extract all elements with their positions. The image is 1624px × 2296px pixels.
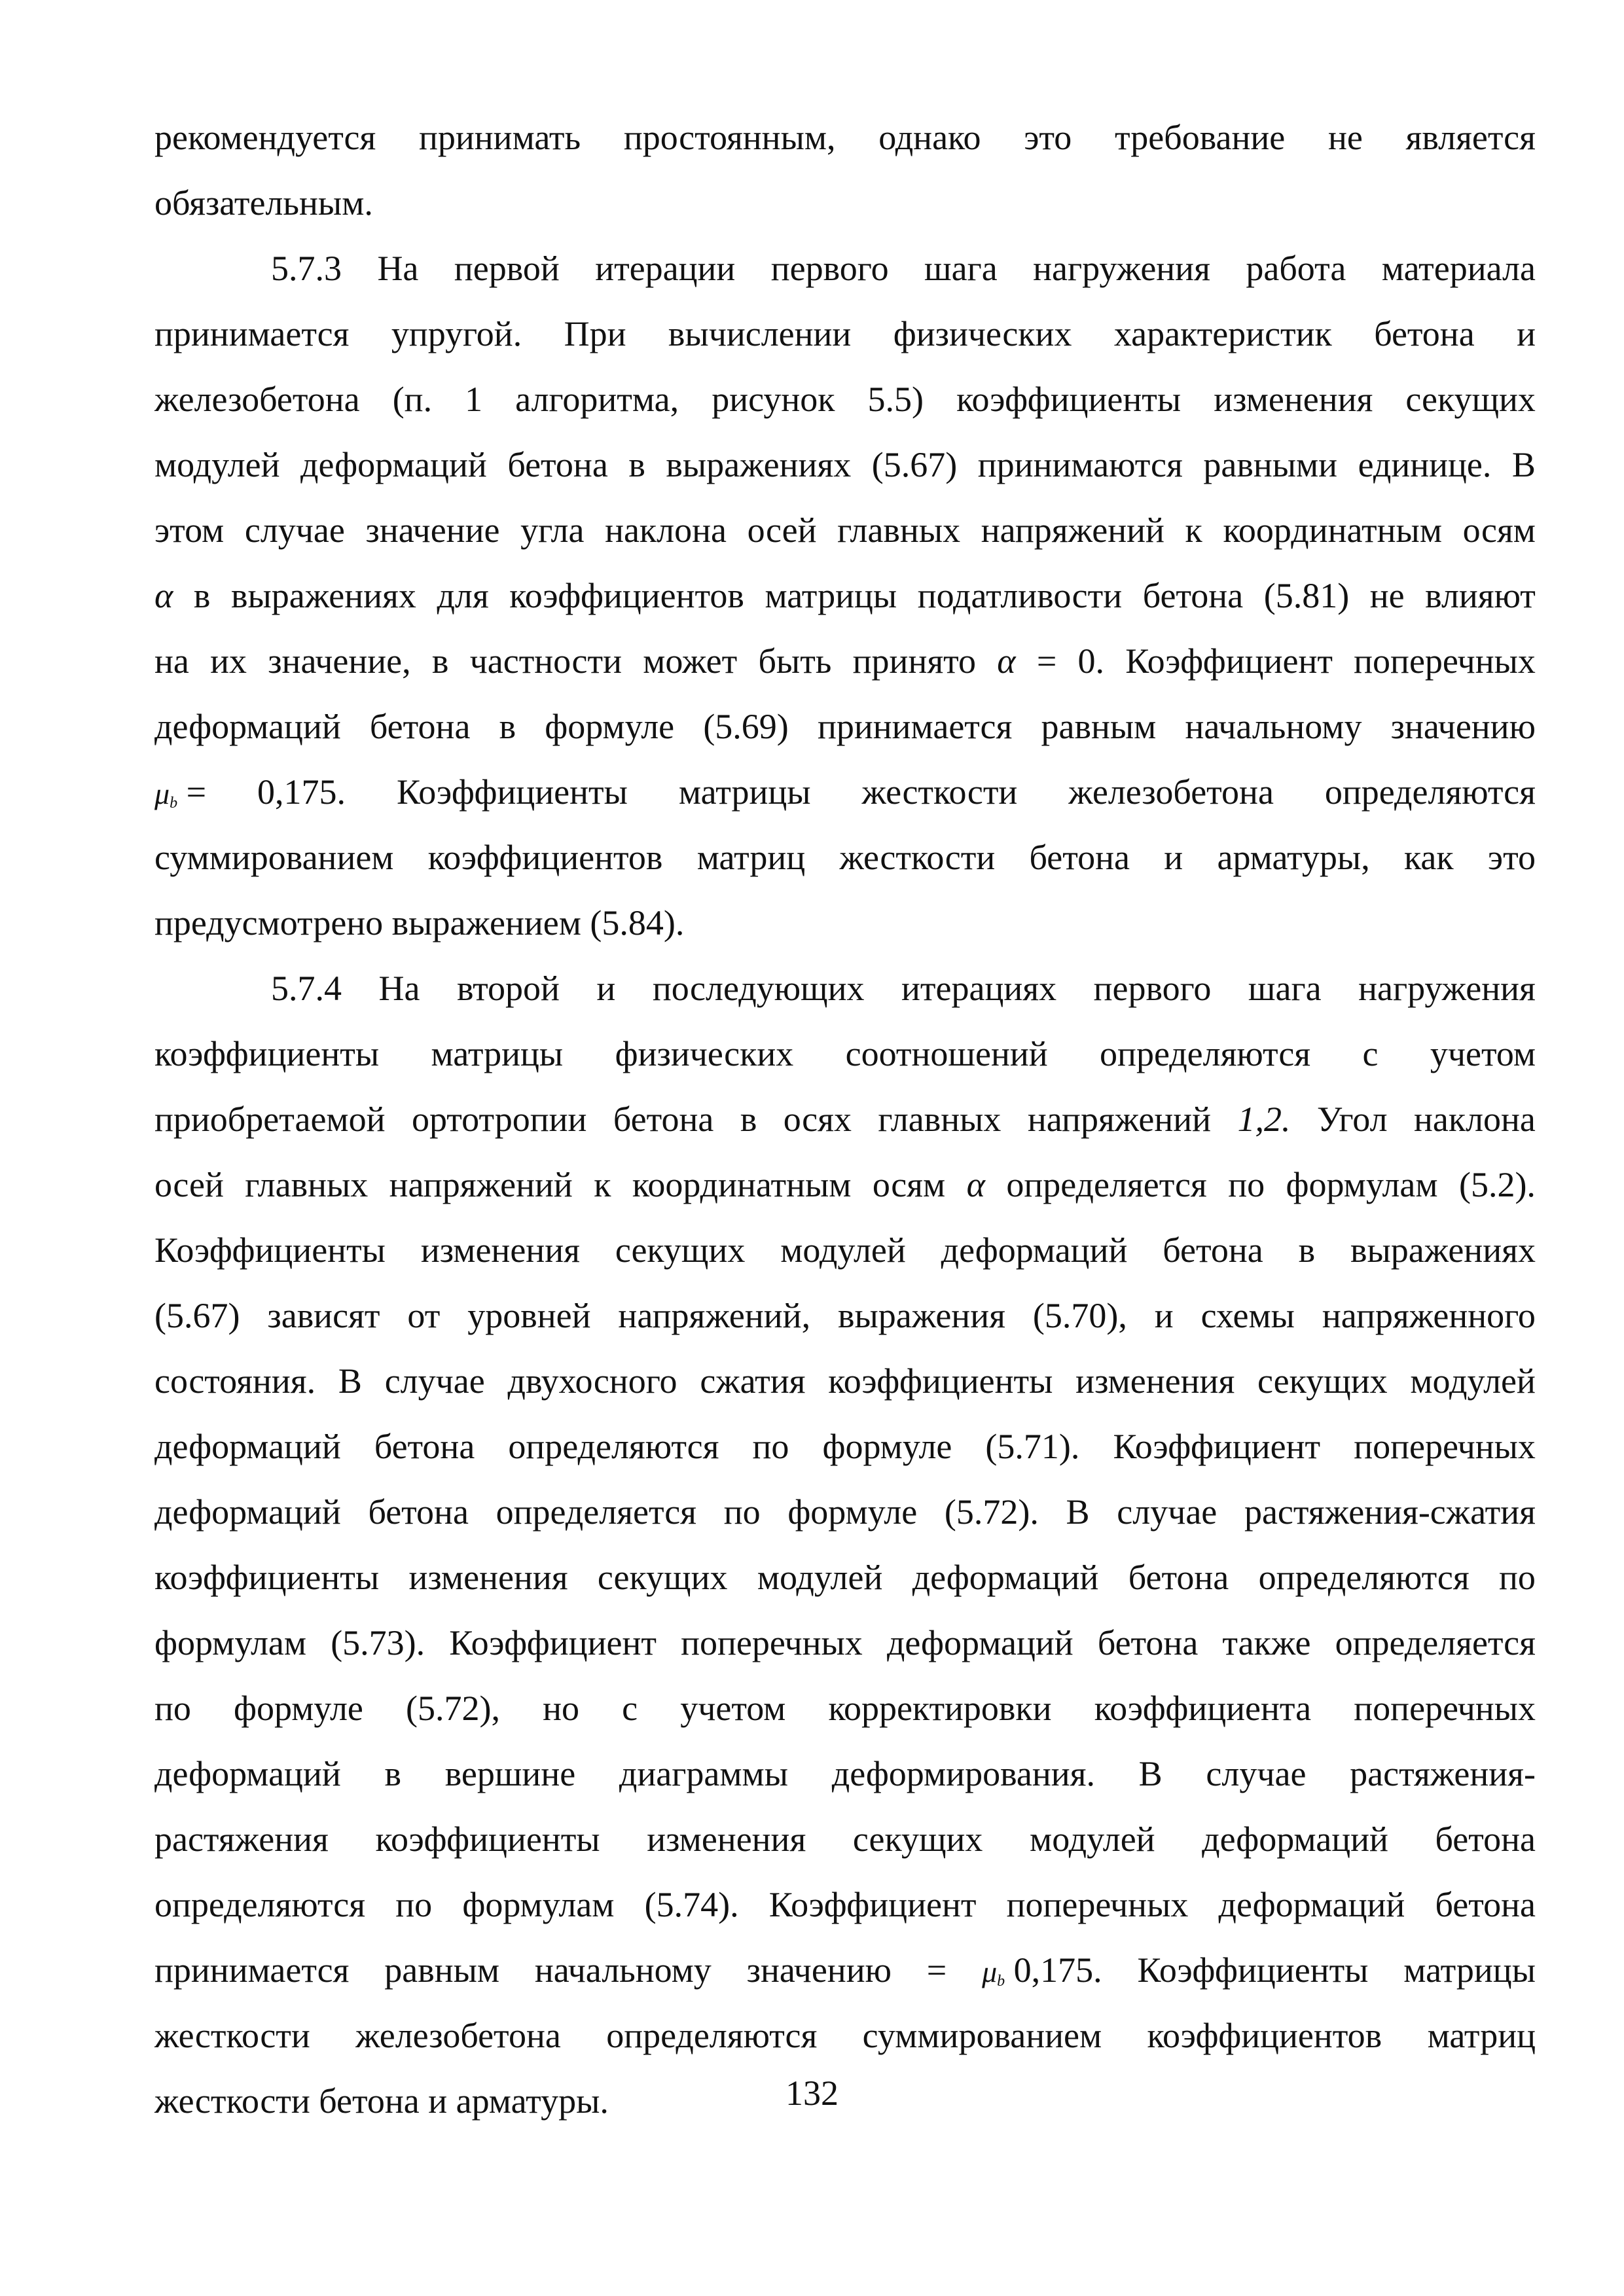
word: диаграммы: [619, 1754, 788, 1793]
word: 1: [465, 380, 483, 419]
word: определяются: [1324, 772, 1536, 812]
word: выражения: [838, 1296, 1005, 1335]
word: (5.81): [1263, 576, 1350, 615]
word: определяются: [154, 1885, 366, 1924]
word: случае: [1117, 1492, 1218, 1532]
text-line: [154, 2003, 1536, 2068]
word: секущих: [1257, 1361, 1388, 1401]
word: $\mu_b$ =: [154, 772, 207, 812]
text-line: [154, 170, 1536, 236]
word: матрицы: [1403, 1950, 1536, 1990]
word: координатным: [1223, 511, 1443, 550]
word: осях: [783, 1100, 852, 1139]
word: шага: [1248, 969, 1322, 1008]
word: деформаций: [941, 1230, 1128, 1270]
word: это: [1487, 838, 1536, 877]
word: напряжений: [981, 511, 1164, 550]
word: деформаций: [1202, 1820, 1388, 1859]
text-line: [154, 1937, 1536, 2003]
word: 5.5): [867, 380, 924, 419]
word: Коэффициенты: [154, 1230, 386, 1270]
word: с: [622, 1689, 638, 1728]
word: осей: [154, 1165, 224, 1204]
word: бетона: [613, 1100, 714, 1139]
word: $\mu_b$ 0,175.: [982, 1950, 1102, 1990]
word: коэффициенты: [828, 1361, 1053, 1401]
word: по: [1499, 1558, 1536, 1597]
word: не: [1369, 576, 1405, 615]
text-line: [154, 628, 1536, 694]
word: На: [377, 249, 419, 288]
word: соотношений: [845, 1034, 1048, 1073]
word: жесткости: [861, 772, 1018, 812]
word: простоянным,: [623, 118, 836, 157]
word: начальному: [1185, 707, 1362, 746]
word: определяются: [606, 2016, 818, 2055]
word: растяжения: [154, 1820, 329, 1859]
word: В: [338, 1361, 362, 1401]
paragraph-end-text: предусмотрено выражением (5.84).: [154, 903, 685, 942]
word: определяется: [496, 1492, 697, 1532]
word: бетона: [1128, 1558, 1229, 1597]
word: изменения: [1075, 1361, 1235, 1401]
word: изменения: [647, 1820, 806, 1859]
word: однако: [878, 118, 981, 157]
word: Коэффициенты: [1137, 1950, 1369, 1990]
word: на: [154, 641, 189, 681]
word: бетона: [1097, 1623, 1199, 1662]
word: шага: [924, 249, 998, 288]
word: бетона: [1142, 576, 1244, 615]
word: =: [926, 1950, 947, 1990]
word: состояния.: [154, 1361, 316, 1401]
word: формуле: [822, 1427, 952, 1466]
word: осям: [872, 1165, 946, 1204]
word: железобетона: [154, 380, 360, 419]
word: итерации: [595, 249, 736, 288]
text-line: [154, 956, 1536, 1021]
text-line: [154, 1086, 1536, 1152]
word: деформаций: [154, 707, 341, 746]
word: матриц: [696, 838, 806, 877]
word: формуле: [234, 1689, 363, 1728]
word: угла: [520, 511, 585, 550]
word: принимать: [418, 118, 581, 157]
text-line: [154, 890, 1536, 956]
word: модулей: [1030, 1820, 1155, 1859]
word: единице.: [1358, 445, 1492, 484]
word: может: [643, 641, 738, 681]
word: с: [1362, 1034, 1379, 1073]
word: бетона: [1029, 838, 1130, 877]
word: является: [1405, 118, 1536, 157]
word: секущих: [1405, 380, 1536, 419]
word: α: [997, 641, 1016, 681]
word: 5.7.3: [271, 249, 342, 288]
word: бетона: [1374, 314, 1475, 353]
word: коэффициенты: [154, 1558, 380, 1597]
word: На: [378, 969, 420, 1008]
text-line: [154, 1741, 1536, 1806]
word: 1,2.: [1237, 1100, 1291, 1139]
word: для: [437, 576, 489, 615]
text-line: [154, 1479, 1536, 1545]
word: коэффициентов: [427, 838, 663, 877]
word: (5.69): [703, 707, 789, 746]
word: в: [384, 1754, 401, 1793]
word: равным: [1041, 707, 1157, 746]
word: определяется: [1335, 1623, 1536, 1662]
word: поперечных: [1354, 641, 1536, 681]
word: итерациях: [901, 969, 1057, 1008]
word: принимается: [154, 1950, 350, 1990]
text-line: [154, 1545, 1536, 1610]
word: влияют: [1425, 576, 1536, 615]
word: (5.67): [154, 1296, 240, 1335]
word: железобетона: [355, 2016, 561, 2055]
word: коэффициента: [1094, 1689, 1312, 1728]
word: вершине: [444, 1754, 576, 1793]
word: определяются: [508, 1427, 719, 1466]
word: вычислении: [668, 314, 852, 353]
word: формулам: [462, 1885, 615, 1924]
word: не: [1327, 118, 1363, 157]
word: схемы: [1200, 1296, 1295, 1335]
word: растяжения-сжатия: [1244, 1492, 1536, 1532]
word: главных: [837, 511, 961, 550]
text-line: [154, 105, 1536, 170]
word: податливости: [917, 576, 1123, 615]
word: Коэффициент: [1113, 1427, 1321, 1466]
word: выражениях: [1350, 1230, 1536, 1270]
word: выражениях: [230, 576, 416, 615]
word: модулей: [780, 1230, 906, 1270]
word: формуле: [787, 1492, 918, 1532]
word: определяются: [1100, 1034, 1311, 1073]
word: (5.72).: [944, 1492, 1039, 1532]
word: (п.: [392, 380, 433, 419]
word: физических: [893, 314, 1072, 353]
word: случае: [244, 511, 345, 550]
word: Угол: [1316, 1100, 1388, 1139]
mu-b-symbol: $\mu_b$: [982, 1955, 1005, 1990]
word: принимаются: [977, 445, 1183, 484]
document-body: [154, 105, 1536, 2134]
word: уровней: [467, 1296, 591, 1335]
word: изменения: [408, 1558, 568, 1597]
word: физических: [615, 1034, 794, 1073]
word: нагружения: [1033, 249, 1210, 288]
word: значению: [746, 1950, 892, 1990]
word: значение,: [268, 641, 411, 681]
word: α: [966, 1165, 985, 1204]
word: наклона: [605, 511, 727, 550]
word: ортотропии: [411, 1100, 587, 1139]
word: это: [1024, 118, 1072, 157]
text-line: [154, 1152, 1536, 1217]
page-number: 132: [785, 2073, 839, 2113]
word: их: [210, 641, 247, 681]
text-line: [154, 1610, 1536, 1676]
word: значение: [365, 511, 500, 550]
word: и: [1517, 314, 1536, 353]
word: Коэффициент: [1125, 641, 1333, 681]
word: бетона: [1435, 1820, 1536, 1859]
word: (5.70),: [1032, 1296, 1127, 1335]
word: модулей: [154, 445, 280, 484]
text-line: [154, 236, 1536, 301]
word: напряженного: [1322, 1296, 1536, 1335]
word: также: [1222, 1623, 1311, 1662]
word: первого: [1093, 969, 1212, 1008]
word: но: [543, 1689, 579, 1728]
text-line: [154, 759, 1536, 825]
word: коэффициенты: [154, 1034, 380, 1073]
word: рекомендуется: [154, 118, 376, 157]
word: от: [407, 1296, 441, 1335]
word: принято: [852, 641, 977, 681]
word: формулам: [154, 1623, 307, 1662]
word: деформаций: [154, 1754, 341, 1793]
word: осей: [747, 511, 817, 550]
word: упругой.: [391, 314, 522, 353]
word: рисунок: [712, 380, 835, 419]
word: изменения: [420, 1230, 580, 1270]
word: суммированием: [154, 838, 394, 877]
text-line: [154, 694, 1536, 759]
word: бетона: [368, 1492, 469, 1532]
word: деформаций: [886, 1623, 1074, 1662]
word: к: [1185, 511, 1202, 550]
word: коэффициентов: [509, 576, 744, 615]
word: деформаций: [912, 1558, 1099, 1597]
word: наклона: [1413, 1100, 1536, 1139]
word: учетом: [1430, 1034, 1536, 1073]
word: сжатия: [700, 1361, 806, 1401]
paragraph-end-text: жесткости бетона и арматуры.: [154, 2081, 609, 2121]
word: 5.7.4: [271, 969, 342, 1008]
word: (5.2).: [1458, 1165, 1536, 1204]
word: в: [193, 576, 211, 615]
word: в: [1298, 1230, 1316, 1270]
word: арматуры,: [1217, 838, 1370, 877]
word: Коэффициент: [449, 1623, 657, 1662]
word: определяются: [1258, 1558, 1470, 1597]
word: принимается: [154, 314, 350, 353]
word: суммированием: [862, 2016, 1102, 2055]
word: деформаций: [154, 1427, 341, 1466]
word: и: [1164, 838, 1183, 877]
text-line: [154, 497, 1536, 563]
word: деформаций: [300, 445, 487, 484]
word: (5.71).: [985, 1427, 1080, 1466]
word: α: [154, 576, 173, 615]
word: нагружения: [1358, 969, 1536, 1008]
word: в: [740, 1100, 757, 1139]
word: коэффициенты: [956, 380, 1182, 419]
word: координатным: [632, 1165, 852, 1204]
word: жесткости: [839, 838, 996, 877]
word: двухосного: [507, 1361, 677, 1401]
mu-b-symbol: $\mu_b$: [154, 777, 178, 812]
word: напряжений: [1027, 1100, 1212, 1139]
text-line: [154, 1872, 1536, 1937]
word: по: [154, 1689, 191, 1728]
word: (5.72),: [406, 1689, 500, 1728]
word: матрицы: [765, 576, 897, 615]
word: 0.: [1077, 641, 1105, 681]
text-line: [154, 1021, 1536, 1086]
text-line: [154, 301, 1536, 367]
word: второй: [456, 969, 560, 1008]
word: зависят: [267, 1296, 380, 1335]
word: главных: [245, 1165, 369, 1204]
word: секущих: [597, 1558, 728, 1597]
word: В: [1138, 1754, 1163, 1793]
word: формулам: [1286, 1165, 1438, 1204]
word: формуле: [545, 707, 675, 746]
word: В: [1511, 445, 1536, 484]
word: бетона: [1163, 1230, 1263, 1270]
word: значению: [1390, 707, 1536, 746]
word: Коэффициент: [768, 1885, 977, 1924]
text-line: [154, 825, 1536, 890]
word: поперечных: [681, 1623, 863, 1662]
word: равными: [1203, 445, 1338, 484]
word: частности: [469, 641, 622, 681]
word: алгоритма,: [515, 380, 679, 419]
word: 0,175.: [257, 772, 346, 812]
word: начальному: [534, 1950, 712, 1990]
word: по: [723, 1492, 761, 1532]
word: жесткости: [154, 2016, 310, 2055]
word: быть: [758, 641, 832, 681]
word: модулей: [757, 1558, 883, 1597]
word: и: [1154, 1296, 1174, 1335]
word: При: [564, 314, 626, 353]
text-line: [154, 432, 1536, 497]
word: коэффициенты: [375, 1820, 600, 1859]
word: этом: [154, 511, 225, 550]
word: первого: [770, 249, 889, 288]
text-line: [154, 1283, 1536, 1348]
word: поперечных: [1354, 1689, 1536, 1728]
word: деформаций: [1218, 1885, 1405, 1924]
word: железобетона: [1068, 772, 1274, 812]
text-line: [154, 1217, 1536, 1283]
text-line: [154, 1414, 1536, 1479]
word: в: [499, 707, 516, 746]
word: матриц: [1427, 2016, 1536, 2055]
text-line: [154, 1676, 1536, 1741]
word: приобретаемой: [154, 1100, 386, 1139]
word: поперечных: [1006, 1885, 1189, 1924]
word: бетона: [507, 445, 608, 484]
text-line: [154, 563, 1536, 628]
word: деформирования.: [831, 1754, 1095, 1793]
word: и: [596, 969, 616, 1008]
word: по: [395, 1885, 433, 1924]
word: корректировки: [828, 1689, 1052, 1728]
word: как: [1404, 838, 1454, 877]
word: в: [431, 641, 449, 681]
word: секущих: [852, 1820, 983, 1859]
word: (5.73).: [331, 1623, 425, 1662]
word: по: [752, 1427, 789, 1466]
word: случае: [1206, 1754, 1307, 1793]
word: последующих: [652, 969, 865, 1008]
word: (5.67): [871, 445, 958, 484]
word: изменения: [1214, 380, 1373, 419]
word: первой: [454, 249, 560, 288]
word: выражениях: [666, 445, 852, 484]
word: матрицы: [431, 1034, 564, 1073]
word: В: [1066, 1492, 1090, 1532]
text-line: [154, 1806, 1536, 1872]
word: случае: [384, 1361, 485, 1401]
word: определяется: [1006, 1165, 1207, 1204]
word: осям: [1462, 511, 1536, 550]
word: к: [594, 1165, 611, 1204]
word: деформаций: [154, 1492, 341, 1532]
word: требование: [1115, 118, 1286, 157]
word: (5.74).: [644, 1885, 739, 1924]
word: напряжений,: [618, 1296, 811, 1335]
word: материала: [1381, 249, 1536, 288]
word: бетона: [369, 707, 471, 746]
word: напряжений: [389, 1165, 573, 1204]
text-line: [154, 367, 1536, 432]
word: принимается: [817, 707, 1013, 746]
word: в: [628, 445, 645, 484]
word: секущих: [615, 1230, 746, 1270]
word: Коэффициенты: [396, 772, 628, 812]
paragraph-end-text: обязательным.: [154, 183, 373, 223]
word: главных: [878, 1100, 1001, 1139]
word: характеристик: [1113, 314, 1332, 353]
word: равным: [384, 1950, 500, 1990]
word: =: [1036, 641, 1057, 681]
word: учетом: [680, 1689, 786, 1728]
word: работа: [1246, 249, 1346, 288]
word: поперечных: [1354, 1427, 1536, 1466]
word: модулей: [1410, 1361, 1536, 1401]
text-line: [154, 1348, 1536, 1414]
word: коэффициентов: [1147, 2016, 1382, 2055]
word: матрицы: [678, 772, 811, 812]
word: растяжения-: [1350, 1754, 1536, 1793]
word: бетона: [1435, 1885, 1536, 1924]
word: бетона: [374, 1427, 475, 1466]
word: по: [1228, 1165, 1265, 1204]
